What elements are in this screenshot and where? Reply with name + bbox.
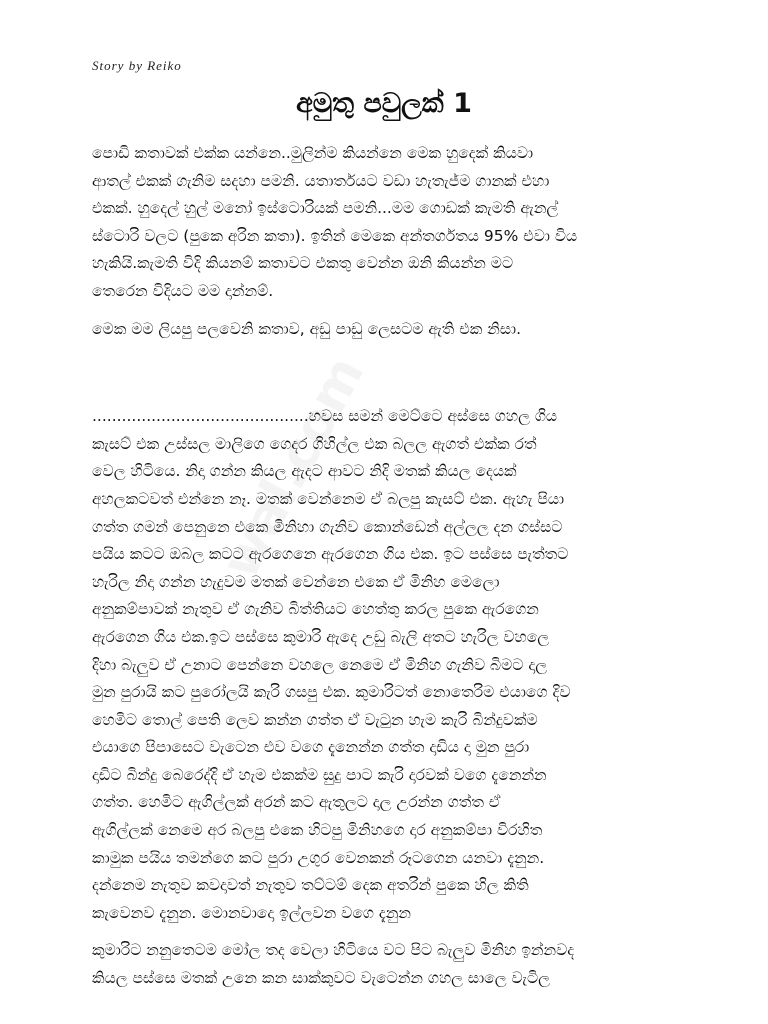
text-line: කුමාරිට නනුතෙටම මෝල තද වෙලා හිටියෙ වට පිට බැලුව මිනිහ ඉන්නවද	[92, 941, 575, 960]
text-line: වෙල හිටියෙ. නිදා ගන්න කියල ඇදට ආවට නිදි මතක් කියල දෙයක්	[92, 462, 517, 481]
text-line: එකක්. හුදෙල් හුල් මනෝ ඉස්ටොරියක් පමනි...මම ගොඩක් කැමති ඇනල්	[92, 199, 559, 218]
paragraph-story	[92, 403, 676, 927]
text-line: තෙරෙන විදියට මම දාන්නම්.	[92, 281, 274, 300]
text-line: හැරිල නිදා ගන්න හැදුවම මතක් වෙන්නෙ එකෙ ඒ මිනිහ මෙලො	[92, 572, 500, 591]
text-line: මෙක මම ලියපු පලවෙනි කතාව, අඩු පාඩු ලෙසටම ඇති එක නිසා.	[92, 319, 522, 338]
text-line: ඇරගෙන ගිය එක.ඉට පස්සෙ කුමාරි ඇදෙ උඩු බැලි අතට හැරිල වහලෙ	[92, 627, 550, 646]
story-body	[92, 140, 676, 993]
text-line: කියල පස්සෙ මතක් උනෙ කන සාක්කුවට වැටෙන්න ගහල සාලෙ වැටිල	[92, 969, 550, 988]
text-line: පයිය කටට ඔබල කටට ඇරගෙනෙ ඇරගෙන ගිය එක. ඉට පස්සෙ පැත්තට	[92, 545, 569, 564]
story-byline: Story by Reiko	[92, 58, 182, 73]
text-line: කාමුක පයිය තමන්ගෙ කට පුරා උගුර වෙනකන් රූටගෙන යනවා දැනුන.	[92, 848, 545, 867]
text-line: ඇගිල්ලක් නෙමෙ අර බලපු එකෙ හිටපු මිනිහගෙ දාර අනුකම්පා විරහිත	[92, 821, 543, 840]
story-title: අමුතු පවුලක් 1	[296, 88, 472, 119]
paragraph-note	[92, 316, 676, 344]
text-line: කැසට් එක උස්සල මාලිගෙ ගෙදර ගිහිල්ල එක බලල ඇගත් එක්ක රත්	[92, 434, 537, 453]
paragraph-intro	[92, 140, 676, 306]
text-line: ............................................හවස සමන් මෙට්ටෙ අස්සෙ ගහල ගිය	[92, 407, 558, 426]
text-line: එයාගෙ පිපාසෙට වැටෙන එව වගෙ දැනෙන්න ගත්ත දාඩිය දා මුන පුරා	[92, 738, 530, 757]
text-line: දාඩිට බින්දු බෙරෙද්දි ඒ හැම එකක්ම සුදු පාට කැරි දාරවක් වගෙ දැනෙන්න	[92, 765, 547, 784]
text-line: ගත්ත. හෙමිට ඇගිල්ලක් අරන් කට ඇතුලට දාල උරන්න ගත්ත ඒ	[92, 793, 501, 812]
text-line: අනුකම්පාවක් නැතුව ඒ ගැනිව බිත්තියට හෙත්තු කරල පුකෙ ඇරගෙන	[92, 600, 539, 619]
text-line: පොඩි කතාවක් එක්ක යන්නෙ..මුලින්ම කියන්නෙ මෙක හුදෙක් කියවා	[92, 144, 534, 162]
text-line: අහලකටවත් එන්නෙ නෑ. මතක් වෙන්නෙම ඒ බලපු කැසට් එක. ඇහැ පියා	[92, 489, 565, 508]
text-line: හෙමිට තොල් පෙති ලෙව කන්න ගත්ත ඒ වැටුන හැම කැරි බින්දුවක්ම	[92, 710, 538, 729]
text-line: කැවෙනව දැනුන. මොනවාදො ඉල්ලවන වගෙ දැනුන	[92, 903, 411, 922]
text-line: ආතල් එකක් ගැනිම සදහා පමනි. යතාර්තයට වඩා හැතැජ්ම ගානක් එහා	[92, 171, 550, 190]
text-line: දන්නෙම නැතුව කවදාවත් නැතුව තට්ටම් දෙක අතරින් පුකෙ හිල කිති	[92, 876, 529, 895]
text-line: ස්ටොරි වලට (පුකෙ අරින කතා). ඉතින් මෙකෙ අන්තර්ගතය 95% එවා විය	[92, 226, 578, 245]
text-line: හැකියි.කැමති විදි කියනම් කතාවට එකතු වෙන්න ඔනි කියන්න මට	[92, 254, 514, 273]
text-line: මුන පුරායි කට පුරෝලයි කැරි ගසපු එක. කුමාරිටත් නොතෙරිම එයාගෙ දිව	[92, 683, 571, 702]
text-line: දිහා බැලුව ඒ උනාට පෙන්නෙ වහලෙ නෙමෙ ඒ මිනිහ ගැනිව බිමට දාල	[92, 655, 548, 674]
paragraph-continued	[92, 937, 676, 992]
text-line: ගත්ත ගමන් පෙනුනෙ එකෙ මිනිහා ගැනිව කොන්ඩෙන් අල්ලල දන ගස්සට	[92, 517, 563, 536]
